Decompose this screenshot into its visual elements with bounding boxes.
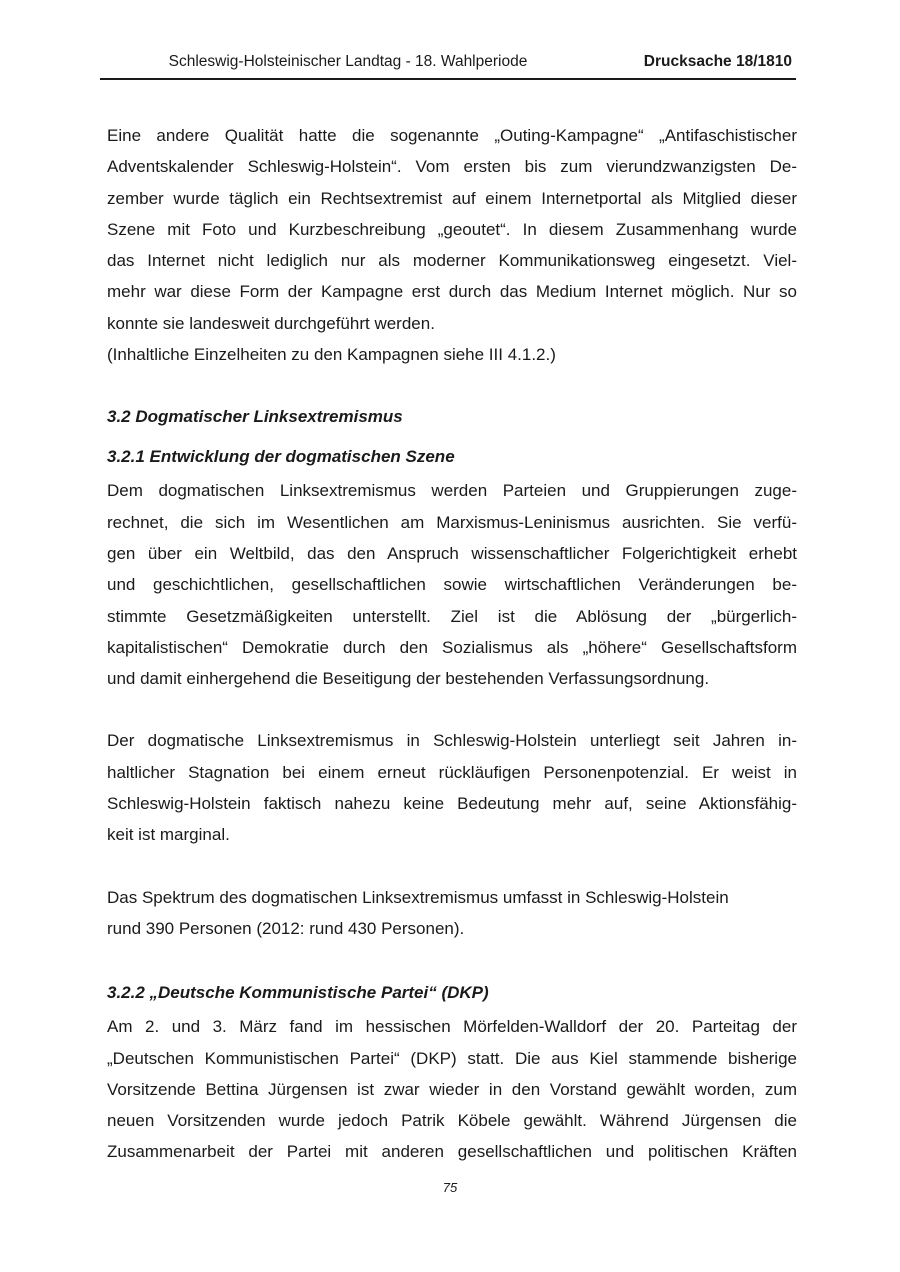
- text-line: Szene mit Foto und Kurzbeschreibung „geoutet“. In diesem Zusammenhang wurde: [107, 219, 797, 239]
- page-content: [107, 120, 797, 1168]
- text-line: konnte sie landesweit durchgeführt werden.: [107, 313, 435, 333]
- subsection-heading: 3.2.1 Entwicklung der dogmatischen Szene: [107, 447, 455, 467]
- text-line: Adventskalender Schleswig-Holstein“. Vom ersten bis zum vierundzwanzigsten De-: [107, 157, 797, 177]
- text-line: haltlicher Stagnation bei einem erneut rückläufigen Personenpotenzial. Er weist in: [107, 762, 797, 782]
- text-line: Vorsitzende Bettina Jürgensen ist zwar wieder in den Vorstand gewählt worden, zum: [107, 1079, 797, 1099]
- subsection-heading-dkp: 3.2.2 „Deutsche Kommunistische Partei“ (DKP): [107, 983, 489, 1003]
- text-line: Am 2. und 3. März fand im hessischen Mörfelden-Walldorf der 20. Parteitag der: [107, 1017, 797, 1037]
- header-doc-number: Drucksache 18/1810: [643, 53, 792, 70]
- text-line: und damit einhergehend die Beseitigung der bestehenden Verfassungsordnung.: [107, 669, 710, 689]
- paragraph-outing-campaign: [107, 120, 797, 370]
- text-line: rund 390 Personen (2012: rund 430 Personen).: [107, 918, 465, 938]
- text-line: „Deutschen Kommunistischen Partei“ (DKP) statt. Die aus Kiel stammende bisherige: [107, 1048, 797, 1068]
- text-line: Dem dogmatischen Linksextremismus werden Parteien und Gruppierungen zuge-: [107, 481, 797, 501]
- section-heading: 3.2 Dogmatischer Linksextremismus: [107, 407, 403, 427]
- text-line: (Inhaltliche Einzelheiten zu den Kampagnen siehe III 4.1.2.): [107, 345, 556, 365]
- text-line: keit ist marginal.: [107, 825, 230, 845]
- text-line: Der dogmatische Linksextremismus in Schleswig-Holstein unterliegt seit Jahren in-: [107, 731, 797, 751]
- paragraph-stagnation: [107, 725, 797, 850]
- text-line: kapitalistischen“ Demokratie durch den Sozialismus als „höhere“ Gesellschaftsform: [107, 637, 797, 657]
- text-line: Schleswig-Holstein faktisch nahezu keine Bedeutung mehr auf, seine Aktionsfähig-: [107, 794, 797, 814]
- page-number: 75: [442, 1180, 458, 1195]
- text-line: und geschichtlichen, gesellschaftlichen sowie wirtschaftlichen Veränderungen be-: [107, 575, 797, 595]
- text-line: stimmte Gesetzmäßigkeiten unterstellt. Ziel ist die Ablösung der „bürgerlich-: [107, 606, 797, 626]
- text-line: Das Spektrum des dogmatischen Linksextremismus umfasst in Schleswig-Holstein: [107, 887, 729, 907]
- paragraph-dkp: [107, 1011, 797, 1167]
- text-line: Zusammenarbeit der Partei mit anderen gesellschaftlichen und politischen Kräften: [107, 1142, 797, 1162]
- text-line: rechnet, die sich im Wesentlichen am Marxismus-Leninismus ausrichten. Sie verfü-: [107, 512, 797, 532]
- text-line: Eine andere Qualität hatte die sogenannte „Outing-Kampagne“ „Antifaschistischer: [107, 126, 797, 145]
- header-title: Schleswig-Holsteinischer Landtag - 18. Wahlperiode: [168, 53, 528, 70]
- page-header: [100, 50, 796, 80]
- text-line: mehr war diese Form der Kampagne erst durch das Medium Internet möglich. Nur so: [107, 282, 797, 302]
- text-line: zember wurde täglich ein Rechtsextremist auf einem Internetportal als Mitglied dieser: [107, 188, 797, 208]
- paragraph-spectrum: [107, 882, 797, 945]
- text-line: gen über ein Weltbild, das den Anspruch wissenschaftlicher Folgerichtigkeit erhebt: [107, 543, 797, 563]
- text-line: das Internet nicht lediglich nur als moderner Kommunikationsweg eingesetzt. Viel-: [107, 251, 797, 271]
- text-line: neuen Vorsitzenden wurde jedoch Patrik Köbele gewählt. Während Jürgensen die: [107, 1111, 797, 1131]
- paragraph-dogmatic-definition: [107, 475, 797, 694]
